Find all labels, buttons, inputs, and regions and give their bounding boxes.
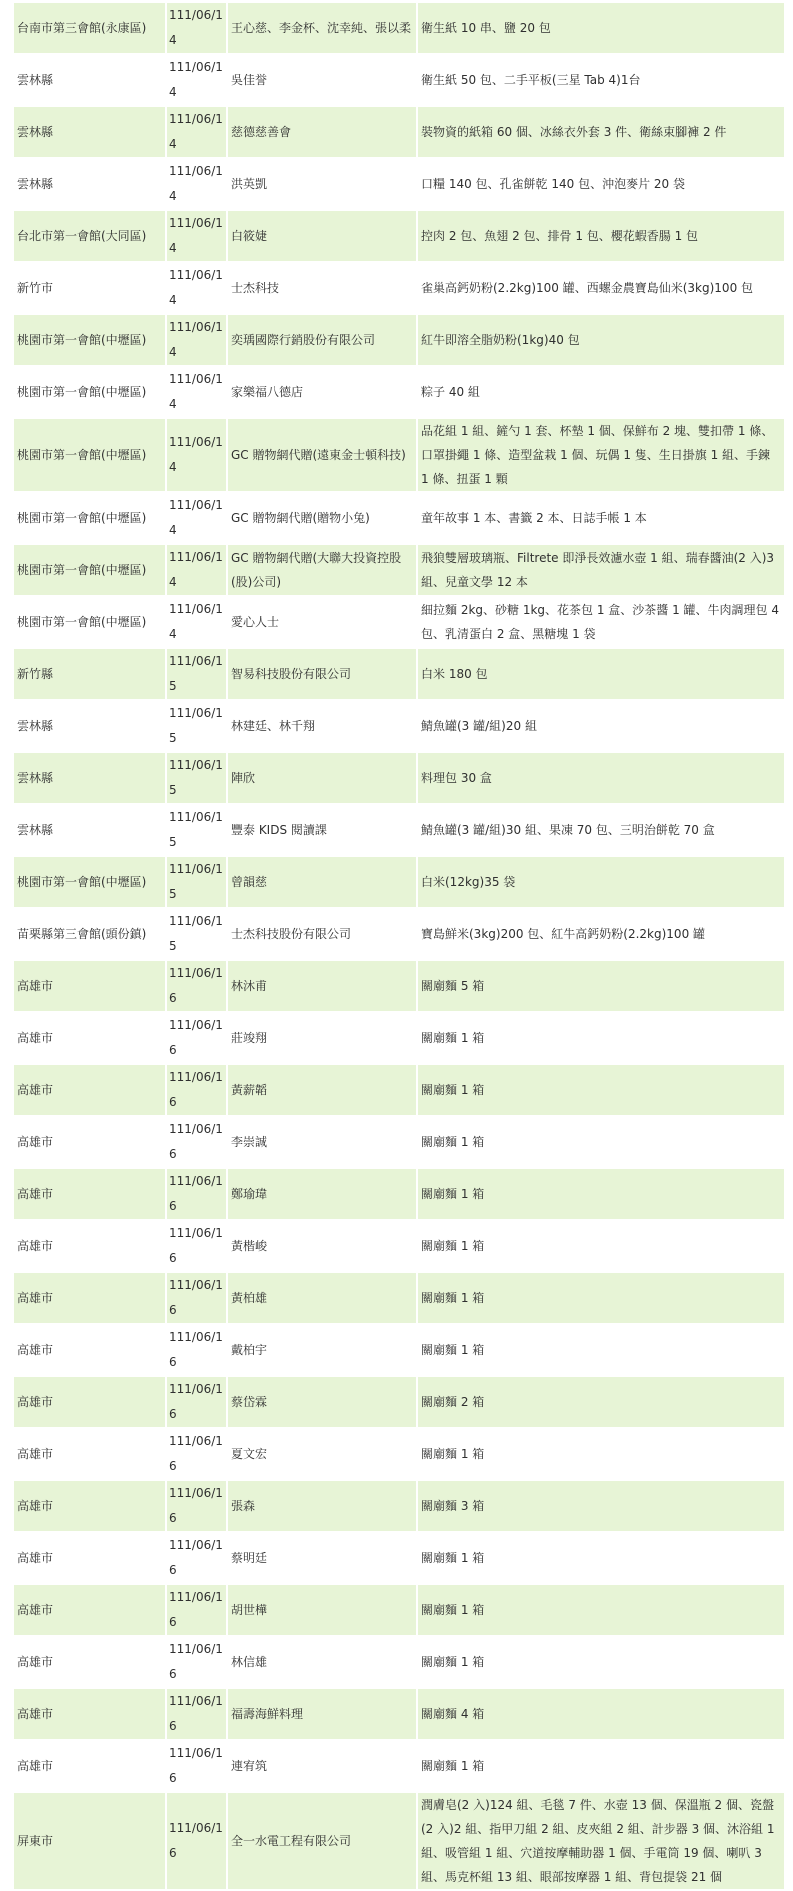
donor-cell: 慈德慈善會 bbox=[228, 107, 416, 157]
region-cell: 雲林縣 bbox=[14, 753, 165, 803]
date-cell: 111/06/16 bbox=[167, 1169, 226, 1219]
date-cell: 111/06/14 bbox=[167, 159, 226, 209]
region-cell: 高雄市 bbox=[14, 1273, 165, 1323]
region-cell: 高雄市 bbox=[14, 1689, 165, 1739]
table-row bbox=[14, 1117, 784, 1167]
region-cell: 雲林縣 bbox=[14, 55, 165, 105]
items-cell: 關廟麵 1 箱 bbox=[418, 1741, 784, 1791]
donor-cell: 蔡明廷 bbox=[228, 1533, 416, 1583]
items-cell: 關廟麵 1 箱 bbox=[418, 1221, 784, 1271]
region-cell: 高雄市 bbox=[14, 1585, 165, 1635]
table-row bbox=[14, 1065, 784, 1115]
table-row bbox=[14, 1585, 784, 1635]
region-cell: 高雄市 bbox=[14, 1741, 165, 1791]
region-cell: 雲林縣 bbox=[14, 701, 165, 751]
items-cell: 關廟麵 1 箱 bbox=[418, 1533, 784, 1583]
date-cell: 111/06/16 bbox=[167, 1585, 226, 1635]
donor-cell: 李崇誠 bbox=[228, 1117, 416, 1167]
items-cell: 紅牛即溶全脂奶粉(1kg)40 包 bbox=[418, 315, 784, 365]
donor-cell: 全一水電工程有限公司 bbox=[228, 1793, 416, 1889]
table-row bbox=[14, 107, 784, 157]
donor-cell: 白筱婕 bbox=[228, 211, 416, 261]
date-cell: 111/06/14 bbox=[167, 315, 226, 365]
items-cell: 衛生紙 10 串、鹽 20 包 bbox=[418, 3, 784, 53]
items-cell: 料理包 30 盒 bbox=[418, 753, 784, 803]
date-cell: 111/06/16 bbox=[167, 1325, 226, 1375]
date-cell: 111/06/14 bbox=[167, 3, 226, 53]
region-cell: 高雄市 bbox=[14, 1637, 165, 1687]
date-cell: 111/06/16 bbox=[167, 1221, 226, 1271]
table-row bbox=[14, 649, 784, 699]
date-cell: 111/06/14 bbox=[167, 597, 226, 647]
region-cell: 高雄市 bbox=[14, 1065, 165, 1115]
region-cell: 高雄市 bbox=[14, 1221, 165, 1271]
date-cell: 111/06/16 bbox=[167, 1065, 226, 1115]
date-cell: 111/06/16 bbox=[167, 1689, 226, 1739]
items-cell: 關廟麵 1 箱 bbox=[418, 1065, 784, 1115]
date-cell: 111/06/16 bbox=[167, 1481, 226, 1531]
donor-cell: 連宥筑 bbox=[228, 1741, 416, 1791]
date-cell: 111/06/15 bbox=[167, 805, 226, 855]
region-cell: 高雄市 bbox=[14, 961, 165, 1011]
donor-cell: 戴柏宇 bbox=[228, 1325, 416, 1375]
date-cell: 111/06/16 bbox=[167, 1273, 226, 1323]
items-cell: 鯖魚罐(3 罐/組)20 組 bbox=[418, 701, 784, 751]
items-cell: 品花組 1 組、鏟勺 1 套、杯墊 1 個、保鮮布 2 塊、雙扣帶 1 條、口罩掛繩 1 條、造型盆栽 1 個、玩偶 1 隻、生日掛旗 1 組、手鍊 1 條、扭蛋 1 顆 bbox=[418, 419, 784, 491]
donor-cell: 夏文宏 bbox=[228, 1429, 416, 1479]
items-cell: 雀巢高鈣奶粉(2.2kg)100 罐、西螺金農寶島仙米(3kg)100 包 bbox=[418, 263, 784, 313]
donor-cell: 莊竣翔 bbox=[228, 1013, 416, 1063]
table-row bbox=[14, 961, 784, 1011]
table-row bbox=[14, 55, 784, 105]
items-cell: 關廟麵 3 箱 bbox=[418, 1481, 784, 1531]
table-row bbox=[14, 701, 784, 751]
donor-cell: 士杰科技股份有限公司 bbox=[228, 909, 416, 959]
table-row bbox=[14, 1221, 784, 1271]
date-cell: 111/06/14 bbox=[167, 367, 226, 417]
donor-cell: 曾韻慈 bbox=[228, 857, 416, 907]
table-row bbox=[14, 909, 784, 959]
table-row bbox=[14, 1689, 784, 1739]
donor-cell: 王心慈、李金杯、沈幸純、張以柔 bbox=[228, 3, 416, 53]
date-cell: 111/06/16 bbox=[167, 1377, 226, 1427]
items-cell: 關廟麵 5 箱 bbox=[418, 961, 784, 1011]
date-cell: 111/06/16 bbox=[167, 1429, 226, 1479]
region-cell: 桃園市第一會館(中壢區) bbox=[14, 597, 165, 647]
region-cell: 新竹市 bbox=[14, 263, 165, 313]
table-row bbox=[14, 1533, 784, 1583]
items-cell: 飛狼雙層玻璃瓶、Filtrete 即淨長效濾水壺 1 組、瑞春醬油(2 入)3 組、兒童文學 12 本 bbox=[418, 545, 784, 595]
region-cell: 桃園市第一會館(中壢區) bbox=[14, 419, 165, 491]
donation-table-body bbox=[14, 3, 784, 1889]
items-cell: 關廟麵 2 箱 bbox=[418, 1377, 784, 1427]
items-cell: 關廟麵 1 箱 bbox=[418, 1013, 784, 1063]
donor-cell: 士杰科技 bbox=[228, 263, 416, 313]
table-row bbox=[14, 493, 784, 543]
items-cell: 衛生紙 50 包、二手平板(三星 Tab 4)1台 bbox=[418, 55, 784, 105]
date-cell: 111/06/14 bbox=[167, 419, 226, 491]
table-row bbox=[14, 1169, 784, 1219]
items-cell: 口糧 140 包、孔雀餅乾 140 包、沖泡麥片 20 袋 bbox=[418, 159, 784, 209]
date-cell: 111/06/14 bbox=[167, 55, 226, 105]
items-cell: 童年故事 1 本、書籤 2 本、日誌手帳 1 本 bbox=[418, 493, 784, 543]
region-cell: 高雄市 bbox=[14, 1325, 165, 1375]
region-cell: 屏東市 bbox=[14, 1793, 165, 1889]
items-cell: 控肉 2 包、魚翅 2 包、排骨 1 包、櫻花蝦香腸 1 包 bbox=[418, 211, 784, 261]
items-cell: 潤膚皂(2 入)124 組、毛毯 7 件、水壺 13 個、保溫瓶 2 個、瓷盤(2 入)2 組、指甲刀組 2 組、皮夾組 2 組、計步器 3 個、沐浴組 1 組、吸管組 1 組、穴道按摩輔助器 1 個、手電筒 19 個、喇叭 3 組、馬克杯組 13 組、眼部按摩器 1 組、背包提袋 21 個 bbox=[418, 1793, 784, 1889]
table-row bbox=[14, 1741, 784, 1791]
donor-cell: 鄭瑜瑋 bbox=[228, 1169, 416, 1219]
items-cell: 關廟麵 1 箱 bbox=[418, 1273, 784, 1323]
date-cell: 111/06/16 bbox=[167, 1793, 226, 1889]
donor-cell: 張森 bbox=[228, 1481, 416, 1531]
table-row bbox=[14, 3, 784, 53]
donor-cell: 奕瑀國際行銷股份有限公司 bbox=[228, 315, 416, 365]
region-cell: 桃園市第一會館(中壢區) bbox=[14, 315, 165, 365]
table-row bbox=[14, 1273, 784, 1323]
table-row bbox=[14, 1325, 784, 1375]
date-cell: 111/06/15 bbox=[167, 857, 226, 907]
table-row bbox=[14, 1429, 784, 1479]
items-cell: 關廟麵 1 箱 bbox=[418, 1637, 784, 1687]
region-cell: 苗栗縣第三會館(頭份鎮) bbox=[14, 909, 165, 959]
donor-cell: 林沐甫 bbox=[228, 961, 416, 1011]
date-cell: 111/06/15 bbox=[167, 649, 226, 699]
date-cell: 111/06/16 bbox=[167, 1741, 226, 1791]
table-row bbox=[14, 857, 784, 907]
region-cell: 高雄市 bbox=[14, 1377, 165, 1427]
region-cell: 高雄市 bbox=[14, 1429, 165, 1479]
items-cell: 關廟麵 1 箱 bbox=[418, 1325, 784, 1375]
donation-table-wrapper bbox=[12, 1, 786, 1891]
donor-cell: 吳佳誉 bbox=[228, 55, 416, 105]
donor-cell: 蔡岱霖 bbox=[228, 1377, 416, 1427]
items-cell: 裝物資的紙箱 60 個、冰絲衣外套 3 件、衛絲束腳褲 2 件 bbox=[418, 107, 784, 157]
region-cell: 桃園市第一會館(中壢區) bbox=[14, 493, 165, 543]
date-cell: 111/06/15 bbox=[167, 701, 226, 751]
table-row bbox=[14, 367, 784, 417]
items-cell: 粽子 40 組 bbox=[418, 367, 784, 417]
date-cell: 111/06/15 bbox=[167, 909, 226, 959]
donor-cell: GC 贈物網代贈(大聯大投資控股(股)公司) bbox=[228, 545, 416, 595]
table-row bbox=[14, 1481, 784, 1531]
donor-cell: 黃楷峻 bbox=[228, 1221, 416, 1271]
table-row bbox=[14, 753, 784, 803]
items-cell: 白米(12kg)35 袋 bbox=[418, 857, 784, 907]
region-cell: 台北市第一會館(大同區) bbox=[14, 211, 165, 261]
region-cell: 新竹縣 bbox=[14, 649, 165, 699]
table-row bbox=[14, 263, 784, 313]
region-cell: 高雄市 bbox=[14, 1533, 165, 1583]
region-cell: 桃園市第一會館(中壢區) bbox=[14, 857, 165, 907]
items-cell: 寶島鮮米(3kg)200 包、紅牛高鈣奶粉(2.2kg)100 罐 bbox=[418, 909, 784, 959]
items-cell: 鯖魚罐(3 罐/組)30 組、果凍 70 包、三明治餅乾 70 盒 bbox=[418, 805, 784, 855]
region-cell: 雲林縣 bbox=[14, 107, 165, 157]
table-row bbox=[14, 1013, 784, 1063]
date-cell: 111/06/14 bbox=[167, 545, 226, 595]
items-cell: 關廟麵 1 箱 bbox=[418, 1429, 784, 1479]
date-cell: 111/06/14 bbox=[167, 263, 226, 313]
region-cell: 桃園市第一會館(中壢區) bbox=[14, 367, 165, 417]
items-cell: 關廟麵 1 箱 bbox=[418, 1117, 784, 1167]
items-cell: 關廟麵 4 箱 bbox=[418, 1689, 784, 1739]
table-row bbox=[14, 1377, 784, 1427]
date-cell: 111/06/14 bbox=[167, 211, 226, 261]
donor-cell: 陣欣 bbox=[228, 753, 416, 803]
table-row bbox=[14, 315, 784, 365]
donation-table bbox=[12, 1, 786, 1891]
donor-cell: 愛心人士 bbox=[228, 597, 416, 647]
date-cell: 111/06/16 bbox=[167, 1533, 226, 1583]
table-row bbox=[14, 211, 784, 261]
date-cell: 111/06/14 bbox=[167, 493, 226, 543]
region-cell: 台南市第三會館(永康區) bbox=[14, 3, 165, 53]
region-cell: 雲林縣 bbox=[14, 805, 165, 855]
donor-cell: 林建廷、林千翔 bbox=[228, 701, 416, 751]
donor-cell: GC 贈物網代贈(贈物小兔) bbox=[228, 493, 416, 543]
table-row bbox=[14, 545, 784, 595]
date-cell: 111/06/16 bbox=[167, 961, 226, 1011]
donor-cell: GC 贈物網代贈(遠東金士頓科技) bbox=[228, 419, 416, 491]
donor-cell: 豐泰 KIDS 閱讀課 bbox=[228, 805, 416, 855]
date-cell: 111/06/15 bbox=[167, 753, 226, 803]
table-row bbox=[14, 159, 784, 209]
donor-cell: 洪英凱 bbox=[228, 159, 416, 209]
table-row bbox=[14, 1637, 784, 1687]
donor-cell: 智易科技股份有限公司 bbox=[228, 649, 416, 699]
donor-cell: 黃柏雄 bbox=[228, 1273, 416, 1323]
donor-cell: 家樂福八德店 bbox=[228, 367, 416, 417]
date-cell: 111/06/14 bbox=[167, 107, 226, 157]
items-cell: 關廟麵 1 箱 bbox=[418, 1585, 784, 1635]
region-cell: 高雄市 bbox=[14, 1013, 165, 1063]
table-row bbox=[14, 1793, 784, 1889]
donor-cell: 林信雄 bbox=[228, 1637, 416, 1687]
date-cell: 111/06/16 bbox=[167, 1637, 226, 1687]
donor-cell: 福壽海鮮料理 bbox=[228, 1689, 416, 1739]
region-cell: 桃園市第一會館(中壢區) bbox=[14, 545, 165, 595]
table-row bbox=[14, 597, 784, 647]
region-cell: 雲林縣 bbox=[14, 159, 165, 209]
donor-cell: 黃薪韜 bbox=[228, 1065, 416, 1115]
items-cell: 細拉麵 2kg、砂糖 1kg、花茶包 1 盒、沙茶醬 1 罐、牛肉調理包 4 包、乳清蛋白 2 盒、黑糖塊 1 袋 bbox=[418, 597, 784, 647]
items-cell: 關廟麵 1 箱 bbox=[418, 1169, 784, 1219]
donor-cell: 胡世樺 bbox=[228, 1585, 416, 1635]
region-cell: 高雄市 bbox=[14, 1169, 165, 1219]
date-cell: 111/06/16 bbox=[167, 1013, 226, 1063]
region-cell: 高雄市 bbox=[14, 1117, 165, 1167]
region-cell: 高雄市 bbox=[14, 1481, 165, 1531]
table-row bbox=[14, 419, 784, 491]
date-cell: 111/06/16 bbox=[167, 1117, 226, 1167]
items-cell: 白米 180 包 bbox=[418, 649, 784, 699]
table-row bbox=[14, 805, 784, 855]
